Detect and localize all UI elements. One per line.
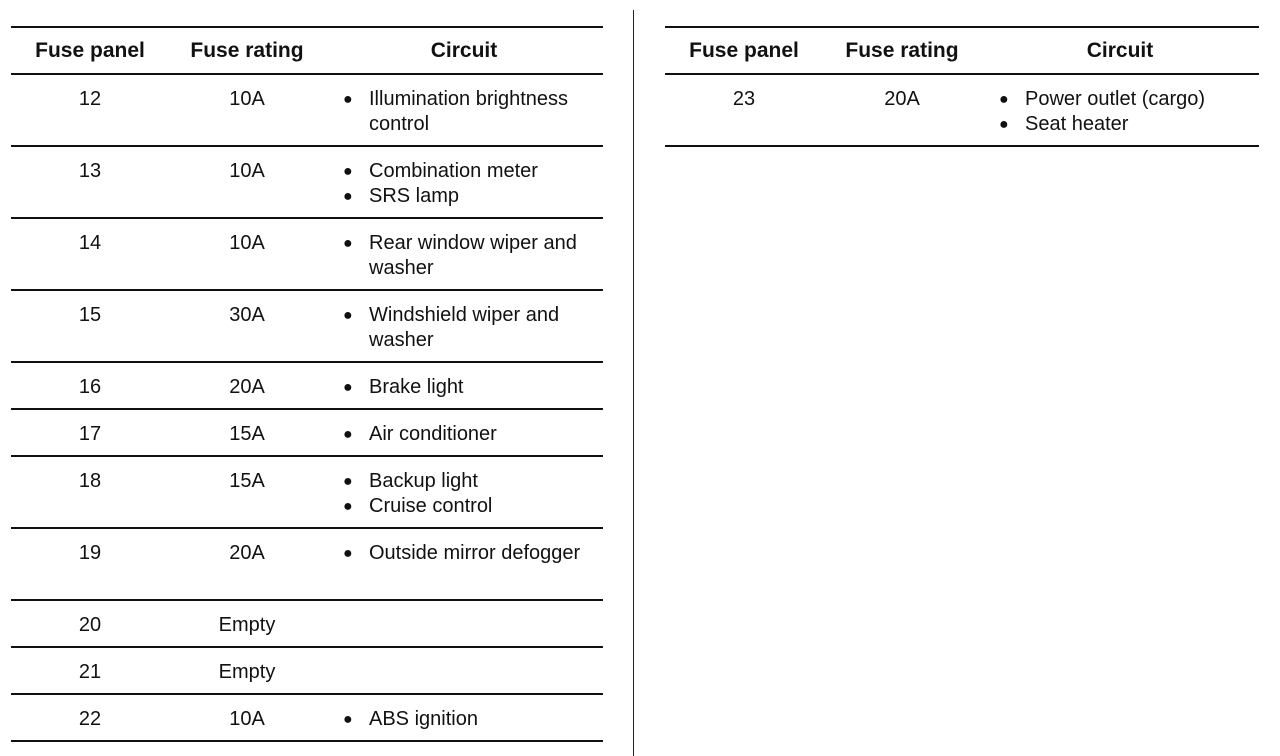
circuit-item: ● Illumination brightness control — [343, 88, 568, 135]
header-circuit: Circuit — [1086, 38, 1154, 62]
table-header — [665, 28, 1259, 75]
fuse-rating-cell: 10A — [229, 708, 265, 730]
circuit-item: ● Air conditioner — [343, 423, 497, 445]
fuse-rating-cell: 30A — [229, 304, 265, 326]
fuse-panel-cell: 12 — [78, 88, 102, 110]
fuse-rating-cell: Empty — [218, 614, 276, 636]
bullet-icon: ● — [343, 235, 353, 252]
fuse-table-right — [665, 26, 1259, 147]
circuit-item: ● SRS lamp — [343, 185, 460, 207]
table-row — [11, 648, 603, 695]
table-row — [11, 457, 603, 529]
circuit-item: ● Rear window wiper and washer — [343, 232, 577, 279]
bullet-icon: ● — [999, 116, 1009, 133]
bullet-icon: ● — [343, 473, 353, 490]
table-row — [11, 219, 603, 291]
bullet-icon: ● — [343, 91, 353, 108]
fuse-rating-cell: 20A — [229, 542, 265, 564]
circuit-item: ● ABS ignition — [343, 708, 478, 730]
fuse-panel-cell: 23 — [732, 88, 756, 110]
fuse-rating-cell: 10A — [229, 232, 265, 254]
table-row — [11, 601, 603, 648]
circuit-cell — [325, 159, 603, 217]
table-row — [11, 291, 603, 363]
fuse-rating-cell: 10A — [229, 160, 265, 182]
fuse-rating-cell: 15A — [229, 423, 265, 445]
table-row — [11, 75, 603, 147]
table-row — [11, 410, 603, 457]
header-fuse-panel: Fuse panel — [35, 38, 145, 62]
bullet-icon: ● — [343, 426, 353, 443]
circuit-cell — [325, 303, 603, 361]
bullet-icon: ● — [343, 163, 353, 180]
fuse-rating-cell: 20A — [884, 88, 920, 110]
circuit-item: ● Windshield wiper and washer — [343, 304, 560, 351]
circuit-cell — [325, 613, 603, 646]
table-row — [665, 75, 1259, 147]
circuit-item: ● Cruise control — [343, 495, 493, 517]
fuse-panel-cell: 13 — [78, 160, 102, 182]
column-divider — [633, 10, 634, 756]
fuse-panel-cell: 17 — [78, 423, 102, 445]
header-fuse-rating: Fuse rating — [190, 38, 304, 62]
bullet-icon: ● — [999, 91, 1009, 108]
header-fuse-rating: Fuse rating — [845, 38, 959, 62]
fuse-rating-cell: 15A — [229, 470, 265, 492]
circuit-item: ● Brake light — [343, 376, 464, 398]
circuit-item: ● Power outlet (cargo) — [999, 88, 1206, 110]
fuse-panel-cell: 16 — [78, 376, 102, 398]
fuse-panel-cell: 19 — [78, 542, 102, 564]
fuse-rating-cell: 10A — [229, 88, 265, 110]
table-row — [11, 695, 603, 742]
bullet-icon: ● — [343, 307, 353, 324]
fuse-panel-cell: 20 — [78, 614, 102, 636]
bullet-icon: ● — [343, 498, 353, 515]
circuit-cell — [325, 541, 603, 599]
circuit-cell — [325, 707, 603, 740]
circuit-cell — [325, 231, 603, 289]
fuse-panel-cell: 14 — [78, 232, 102, 254]
circuit-cell — [981, 87, 1259, 145]
fuse-rating-cell: 20A — [229, 376, 265, 398]
circuit-item: ● Outside mirror defogger — [343, 542, 581, 564]
header-fuse-panel: Fuse panel — [689, 38, 799, 62]
circuit-cell — [325, 660, 603, 693]
circuit-cell — [325, 422, 603, 455]
table-header — [11, 28, 603, 75]
fuse-panel-cell: 22 — [78, 708, 102, 730]
bullet-icon: ● — [343, 545, 353, 562]
circuit-cell — [325, 469, 603, 527]
fuse-table-left — [11, 26, 603, 742]
table-row — [11, 147, 603, 219]
circuit-item: ● Combination meter — [343, 160, 538, 182]
table-row — [11, 529, 603, 601]
circuit-cell — [325, 87, 603, 145]
table-row — [11, 363, 603, 410]
fuse-panel-cell: 15 — [78, 304, 102, 326]
fuse-panel-cell: 18 — [78, 470, 102, 492]
fuse-panel-cell: 21 — [78, 661, 102, 683]
circuit-item: ● Seat heater — [999, 113, 1129, 135]
circuit-item: ● Backup light — [343, 470, 478, 492]
bullet-icon: ● — [343, 711, 353, 728]
bullet-icon: ● — [343, 188, 353, 205]
header-circuit: Circuit — [430, 38, 498, 62]
fuse-rating-cell: Empty — [218, 661, 276, 683]
circuit-cell — [325, 375, 603, 408]
bullet-icon: ● — [343, 379, 353, 396]
